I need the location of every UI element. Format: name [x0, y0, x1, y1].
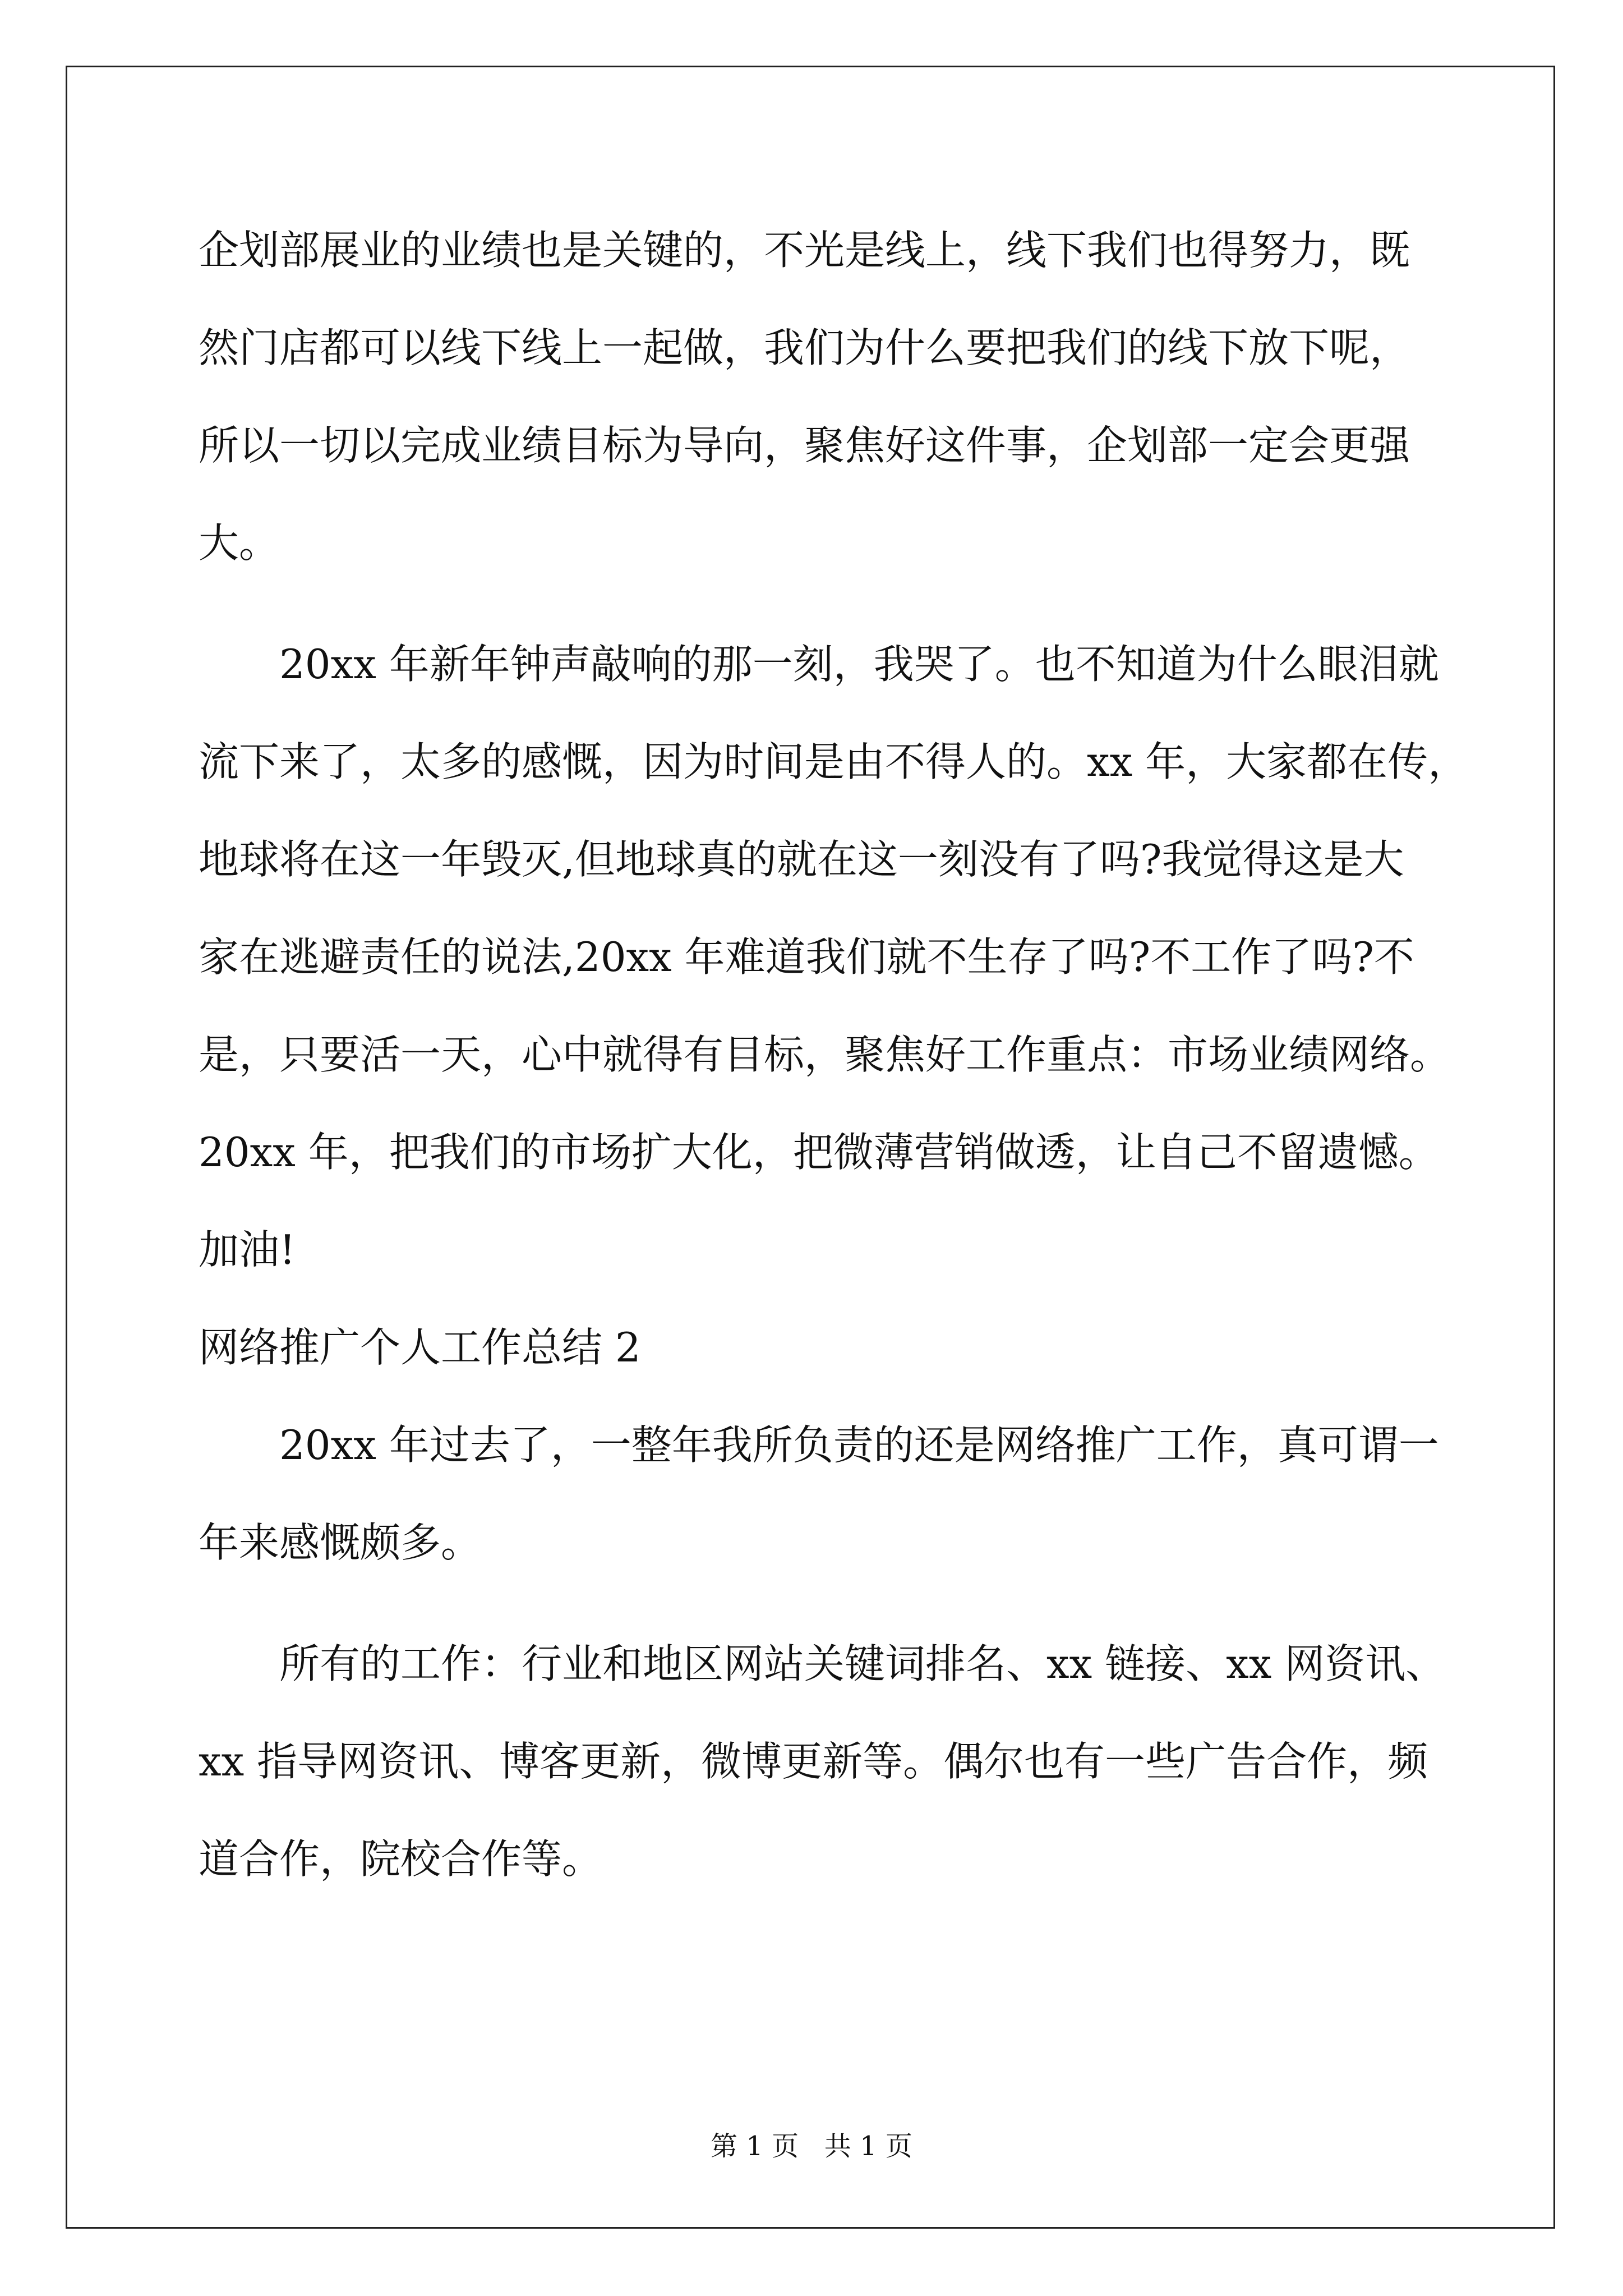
text-line: 所以一切以完成业绩目标为导向，聚焦好这件事，企划部一定会更强 — [199, 422, 1410, 469]
section-heading: 网络推广个人工作总结 2 — [199, 1324, 641, 1371]
text-line: 是，只要活一天，心中就得有目标，聚焦好工作重点：市场业绩网络。 — [199, 1031, 1451, 1078]
text-line: 大。 — [199, 519, 280, 567]
text-line: 20xx 年新年钟声敲响的那一刻，我哭了。也不知道为什么眼泪就 — [279, 641, 1439, 688]
text-line: 20xx 年过去了，一整年我所负责的还是网络推广工作，真可谓一 — [279, 1421, 1439, 1469]
text-line: xx 指导网资讯、博客更新，微博更新等。偶尔也有一些广告合作，频 — [199, 1738, 1428, 1785]
text-line: 加油! — [199, 1226, 296, 1273]
text-line: 道合作，院校合作等。 — [199, 1835, 603, 1883]
text-line: 家在逃避责任的说法,20xx 年难道我们就不生存了吗?不工作了吗?不 — [199, 933, 1414, 981]
text-line: 20xx 年，把我们的市场扩大化，把微薄营销做透，让自己不留遗憾。 — [199, 1129, 1439, 1176]
text-line: 地球将在这一年毁灭,但地球真的就在这一刻没有了吗?我觉得这是大 — [199, 836, 1404, 883]
text-line: 年来感慨颇多。 — [199, 1519, 482, 1566]
page-footer: 第 1 页 共 1 页 — [711, 2131, 912, 2162]
text-line: 流下来了，太多的感慨，因为时间是由不得人的。xx 年，大家都在传， — [199, 738, 1469, 785]
text-line: 然门店都可以线下线上一起做，我们为什么要把我们的线下放下呢， — [199, 324, 1410, 371]
text-line: 所有的工作：行业和地区网站关键词排名、xx 链接、xx 网资讯、 — [279, 1640, 1446, 1687]
text-line: 企划部展业的业绩也是关键的，不光是线上，线下我们也得努力，既 — [199, 227, 1410, 274]
